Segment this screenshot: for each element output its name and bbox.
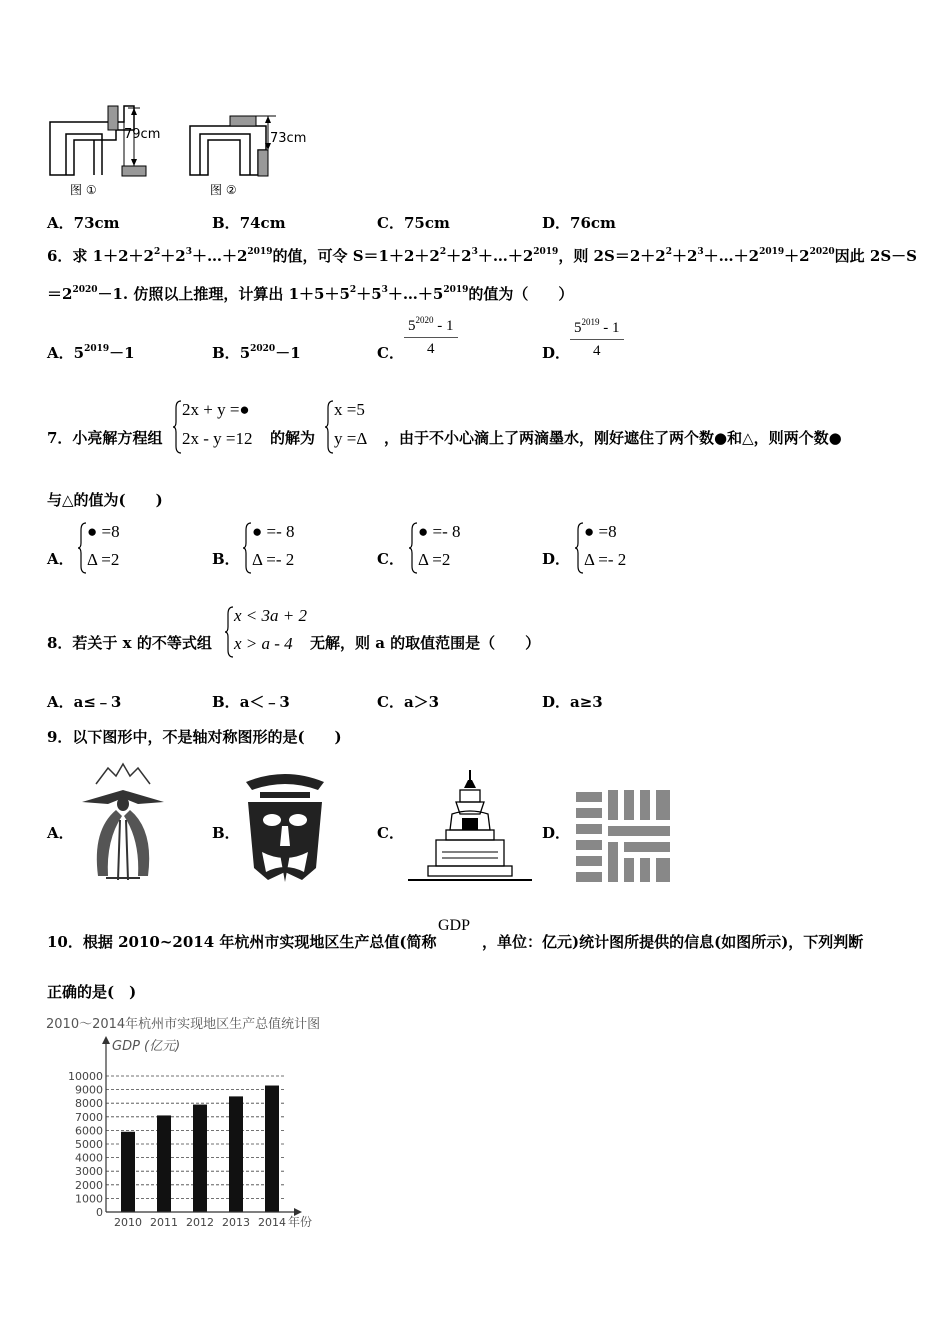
gdp-bar-chart xyxy=(40,1010,360,1238)
y-axis-arrow xyxy=(102,1036,110,1044)
bar-2014 xyxy=(265,1086,279,1212)
x-tick-label: 2014 xyxy=(258,1216,286,1229)
y-tick-label: 3000 xyxy=(75,1165,103,1179)
q7-option-b-system: ● =- 8 Δ =- 2 xyxy=(242,520,322,576)
q5-option-d: D．76cm xyxy=(542,214,616,232)
q9-figure-d xyxy=(574,786,672,884)
q8-option-c: C．a＞3 xyxy=(377,693,440,711)
q9-option-b: B． xyxy=(212,824,240,842)
q7-option-c-letter: C． xyxy=(377,550,404,568)
q8-prefix: 8．若关于 x 的不等式组 xyxy=(47,634,212,652)
fig2-caption: 图 ② xyxy=(210,183,237,197)
q7-mid: 的解为 xyxy=(270,429,316,447)
q6-option-a: A．$5^{2019}-1$ xyxy=(47,344,135,362)
q7-option-a-system: ● =8 Δ =2 xyxy=(77,520,157,576)
q9-option-d: D． xyxy=(542,824,571,842)
y-tick-label: 6000 xyxy=(75,1124,103,1138)
x-tick-label: 2012 xyxy=(186,1216,214,1229)
fig1-block-top xyxy=(108,106,118,130)
fig1-label: 79cm xyxy=(124,127,161,142)
q5-option-a: A．73cm xyxy=(47,214,120,232)
q5-option-c: C．75cm xyxy=(377,214,450,232)
y-tick-label: 1000 xyxy=(75,1192,103,1206)
q6-line2: $=2^{2020}-1$. 仿照以上推理，计算出 $1+5+5^2+5^3+\dots+5^{2019}$的值为（ ） xyxy=(47,285,574,303)
q7-option-d-letter: D． xyxy=(542,550,571,568)
q10-stem-b: ，单位：亿元)统计图所提供的信息(如图所示)，下列判断 xyxy=(482,933,864,951)
y-tick-label: 7000 xyxy=(75,1110,103,1124)
x-tick-label: 2013 xyxy=(222,1216,250,1229)
q9-stem: 9．以下图形中，不是轴对称图形的是( ) xyxy=(47,728,342,746)
q9-figure-b xyxy=(242,768,328,886)
bar-2011 xyxy=(157,1115,171,1212)
q7-prefix: 7．小亮解方程组 xyxy=(47,429,163,447)
y-tick-label: 2000 xyxy=(75,1178,103,1192)
bar-2013 xyxy=(229,1096,243,1212)
q8-option-b: B．a＜﹣3 xyxy=(212,693,290,711)
q6-line1: 6．求 $1+2+2^2+2^3+\dots+2^{2019}$的值，可令 $S=1+2+2^2+2^3+\dots+2^{2019}$，则 $2S=2+2^2+2^3+\dots+2^{2019}+2^{2020}$因此 2S－S xyxy=(47,247,917,265)
fig1-caption: 图 ① xyxy=(70,183,97,197)
q7-option-b-letter: B． xyxy=(212,550,240,568)
q9-figure-a xyxy=(78,760,168,884)
bar-2012 xyxy=(193,1105,207,1212)
fig2-block-top xyxy=(230,116,256,126)
q10-gdp: GDP xyxy=(438,917,471,934)
fig2-label: 73cm xyxy=(270,131,307,146)
q7-solution: x =5 y =Δ xyxy=(324,398,384,456)
y-tick-label: 4000 xyxy=(75,1151,103,1165)
q8-system: x < 3a + 2 x > a - 4 xyxy=(224,604,314,660)
q5-figure xyxy=(44,100,324,200)
y-tick-label: 9000 xyxy=(75,1083,103,1097)
q9-figure-c xyxy=(406,768,534,886)
q8-option-a: A．a≤﹣3 xyxy=(47,693,122,711)
y-tick-label: 5000 xyxy=(75,1138,103,1151)
fig1-frame xyxy=(50,106,134,175)
chart-title: 2010～2014年杭州市实现地区生产总值统计图 xyxy=(46,1017,321,1032)
q6-option-c: C． xyxy=(377,344,404,362)
chart-xlabel: 年份 xyxy=(288,1215,313,1229)
q10-stem-a: 10．根据 2010~2014 年杭州市实现地区生产总值(简称 xyxy=(47,933,437,951)
q5-option-b: B．74cm xyxy=(212,214,286,232)
x-tick-label: 2010 xyxy=(114,1216,142,1229)
q7-option-a-letter: A． xyxy=(47,550,74,568)
q9-option-c: C． xyxy=(377,824,404,842)
q7-suffix: ，由于不小心滴上了两滴墨水，刚好遮住了两个数●和△，则两个数● xyxy=(384,429,842,447)
q10-line2: 正确的是( ) xyxy=(47,983,137,1001)
x-tick-label: 2011 xyxy=(150,1216,178,1229)
chart-ylabel: GDP (亿元) xyxy=(112,1039,181,1054)
q9-option-a: A． xyxy=(47,824,74,842)
q6-option-d: D． xyxy=(542,344,571,362)
y-tick-label: 0 xyxy=(96,1206,103,1219)
q8-option-d: D．a≥3 xyxy=(542,693,603,711)
q7-line2: 与△的值为( ) xyxy=(47,491,163,509)
q8-suffix: 无解，则 a 的取值范围是（ ） xyxy=(310,634,541,652)
q6-option-b: B．$5^{2020}-1$ xyxy=(212,344,301,362)
q7-system: 2x + y =● 2x - y =12 xyxy=(172,398,272,456)
q7-option-d-system: ● =8 Δ =- 2 xyxy=(574,520,654,576)
q7-option-c-system: ● =- 8 Δ =2 xyxy=(408,520,488,576)
y-tick-label: 8000 xyxy=(75,1097,103,1111)
bar-2010 xyxy=(121,1132,135,1212)
fig2-block-side xyxy=(258,150,268,176)
q6-option-d-fraction: $\frac{5^{2019} - 1}{4}$ xyxy=(570,320,624,360)
q6-option-c-fraction: $\frac{5^{2020} - 1}{4}$ xyxy=(404,318,458,358)
fig1-block-bottom xyxy=(122,166,146,176)
y-tick-label: 10000 xyxy=(68,1070,103,1083)
